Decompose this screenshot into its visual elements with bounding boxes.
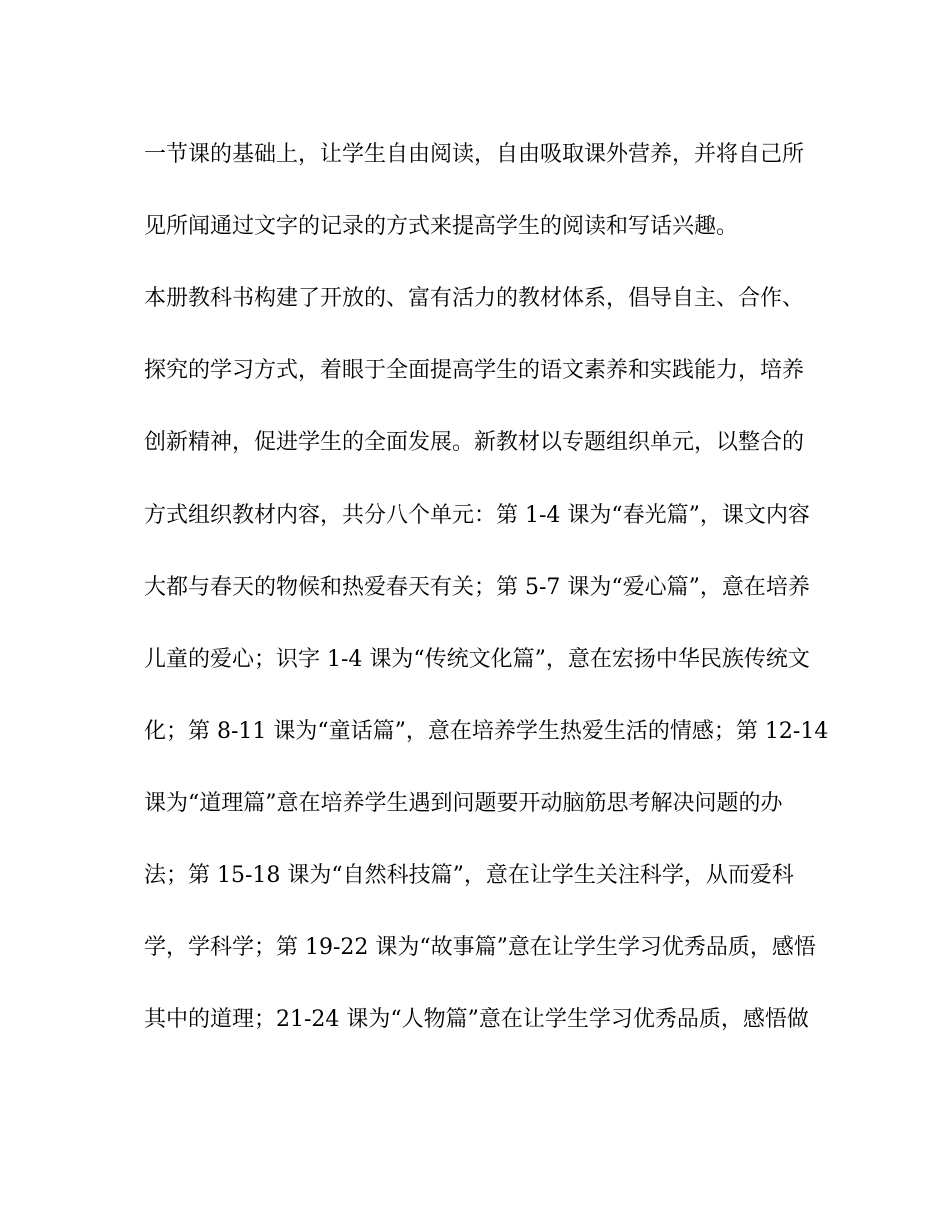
text-line: 课为“道理篇”意在培养学生遇到问题要开动脑筋思考解决问题的办 (144, 791, 783, 816)
text-line: 大都与春天的物候和热爱春天有关；第 5-7 课为“爱心篇”，意在培养 (144, 575, 810, 600)
text-line: 见所闻通过文字的记录的方式来提高学生的阅读和写话兴趣。 (144, 214, 739, 239)
text-line: 方式组织教材内容，共分八个单元：第 1-4 课为“春光篇”，课文内容 (144, 503, 810, 528)
text-line: 探究的学习方式，着眼于全面提高学生的语文素养和实践能力，培养 (144, 358, 805, 383)
text-line: 化；第 8-11 课为“童话篇”，意在培养学生热爱生活的情感；第 12-14 (144, 719, 829, 744)
text-line: 法；第 15-18 课为“自然科技篇”，意在让学生关注科学，从而爱科 (144, 863, 794, 888)
text-line: 创新精神，促进学生的全面发展。新教材以专题组织单元，以整合的 (144, 430, 805, 455)
text-line: 本册教科书构建了开放的、富有活力的教材体系，倡导自主、合作、 (144, 286, 805, 311)
text-line: 其中的道理；21-24 课为“人物篇”意在让学生学习优秀品质，感悟做 (144, 1007, 809, 1032)
text-line: 学，学科学；第 19-22 课为“故事篇”意在让学生学习优秀品质，感悟 (144, 935, 816, 960)
text-line: 儿童的爱心；识字 1-4 课为“传统文化篇”，意在宏扬中华民族传统文 (144, 647, 810, 672)
text-line: 一节课的基础上，让学生自由阅读，自由吸取课外营养，并将自己所 (144, 142, 805, 167)
